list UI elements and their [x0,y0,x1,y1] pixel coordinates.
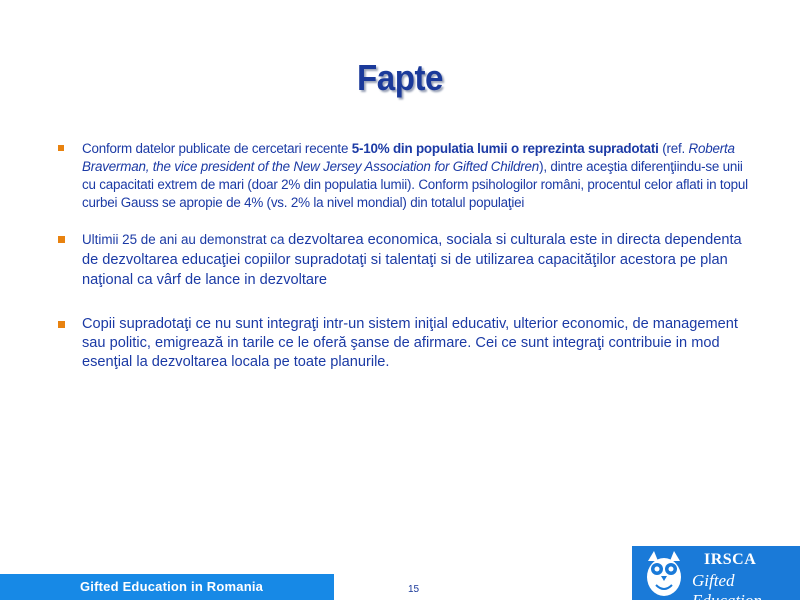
bullet-1-reference: Roberta Braverman, the vice president of the New Jersey Association for Gifted Children [82,141,735,174]
bullet-3-text: Copii supradotaţi ce nu sunt integraţi intr-un sistem iniţial educativ, ulterior economic, de management sau politic, emigrează in tarile ce le oferă şanse de afirmare. Cei ce sunt integraţi contribuie in mod esenţial la dezvoltarea locala pe toate planurile. [82,316,738,370]
owl-icon [638,549,690,597]
bullet-item-2 [58,230,748,290]
bullet-1-text-c: ), dintre aceştia diferenţiindu-se unii cu capacitati extrem de mari (doar 2% din populatia lumii). Conform psihologilor români, procentul celor aflati in topul curbei Gauss se apropie de 4% (vs. 2% la nivel mondial) din totalul populaţiei [82,159,748,210]
bullet-list [58,140,748,372]
bullet-1-highlight: 5-10% din populatia lumii o reprezinta supradotati [351,141,659,156]
slide-title: Fapte [356,57,444,98]
bullet-item-3 [58,315,748,372]
page-number: 15 [408,584,420,595]
bullet-2-text: dezvoltarea economica, sociala si culturala este in directa dependenta de dezvoltarea educaţiei copiilor supradotaţi si talentaţi si de utilizarea capacităţilor acestora pe plan naţional ca vârf de lance in dezvoltare [82,232,742,288]
footer-bar [0,574,334,600]
logo-tagline: Gifted Education [692,571,762,610]
bullet-marker [58,321,65,328]
bullet-1-text-a: Conform datelor publicate de cercetari recente [82,141,352,156]
irsca-logo [632,546,800,610]
bullet-1-text-b: (ref. [658,141,689,156]
logo-name: IRSCA [704,551,757,568]
bullet-item-1 [58,140,748,212]
bullet-marker [58,236,65,243]
footer-label: Gifted Education in Romania [80,579,264,594]
bullet-marker [58,145,64,151]
bullet-2-lead: Ultimii 25 de ani au demonstrat ca [82,232,289,247]
